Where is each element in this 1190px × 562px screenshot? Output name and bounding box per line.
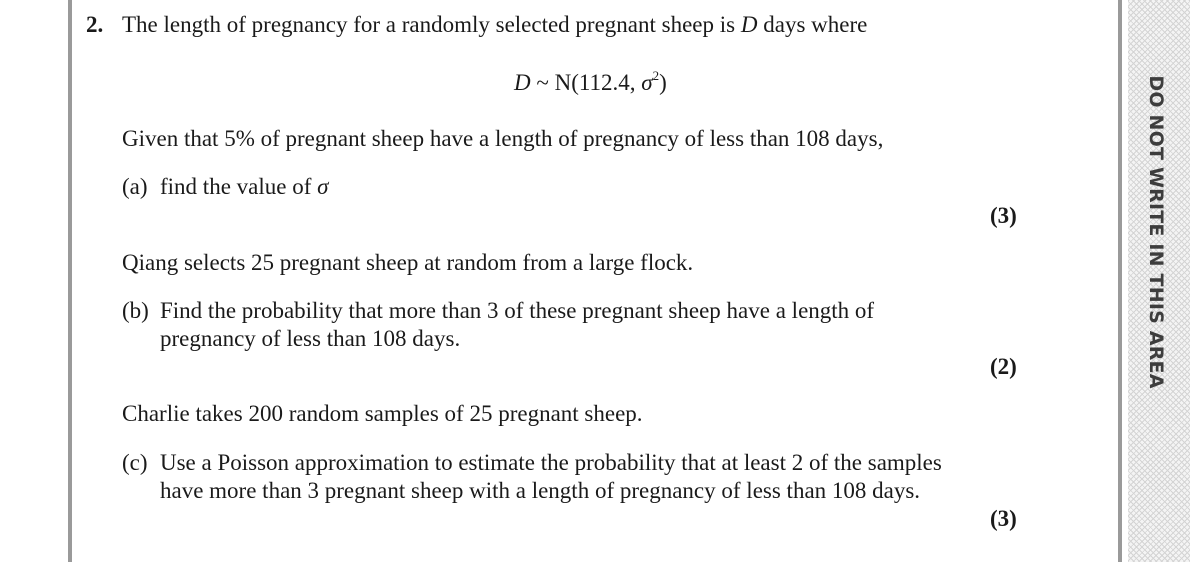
question-number: 2. xyxy=(86,12,104,37)
part-c-label: (c) xyxy=(122,450,148,475)
formula-tilde: ~ xyxy=(530,70,555,95)
given-statement: Given that 5% of pregnant sheep have a length of pregnancy of less than 108 days, xyxy=(122,126,884,151)
stem-text-end: days where xyxy=(757,12,868,37)
part-c-line2: have more than 3 pregnant sheep with a length of pregnancy of less than 108 days. xyxy=(160,478,921,503)
stem-variable: D xyxy=(740,12,758,37)
part-a-text xyxy=(160,173,328,201)
part-b-marks: (2) xyxy=(990,354,1017,379)
formula-distribution: N(112.4, xyxy=(554,70,642,95)
part-c-marks: (3) xyxy=(990,506,1017,531)
formula-power: 2 xyxy=(652,68,660,83)
part-b-line1: Find the probability that more than 3 of these pregnant sheep have a length of xyxy=(160,298,875,323)
stem-text-start: The length of pregnancy for a randomly selected pregnant sheep is xyxy=(122,12,741,37)
formula-variable: D xyxy=(514,70,531,95)
part-a-sigma: σ xyxy=(317,174,329,199)
part-c-context: Charlie takes 200 random samples of 25 pregnant sheep. xyxy=(122,401,643,426)
part-a-label: (a) xyxy=(122,174,148,199)
question-stem xyxy=(122,11,867,39)
formula-sigma: σ xyxy=(641,70,653,95)
part-c-line1: Use a Poisson approximation to estimate the probability that at least 2 of the samples xyxy=(160,450,942,475)
formula-close: ) xyxy=(659,70,667,95)
part-a-text-start: find the value of xyxy=(160,174,318,199)
part-b-line2: pregnancy of less than 108 days. xyxy=(160,326,461,351)
left-margin-rule xyxy=(68,0,72,562)
margin-warning-text: DO NOT WRITE IN THIS AREA xyxy=(1145,75,1167,389)
part-b-label: (b) xyxy=(122,298,149,323)
part-a-marks: (3) xyxy=(990,203,1017,228)
part-b-context: Qiang selects 25 pregnant sheep at random from a large flock. xyxy=(122,250,694,275)
distribution-formula xyxy=(514,69,667,97)
right-margin-rule xyxy=(1118,0,1122,562)
